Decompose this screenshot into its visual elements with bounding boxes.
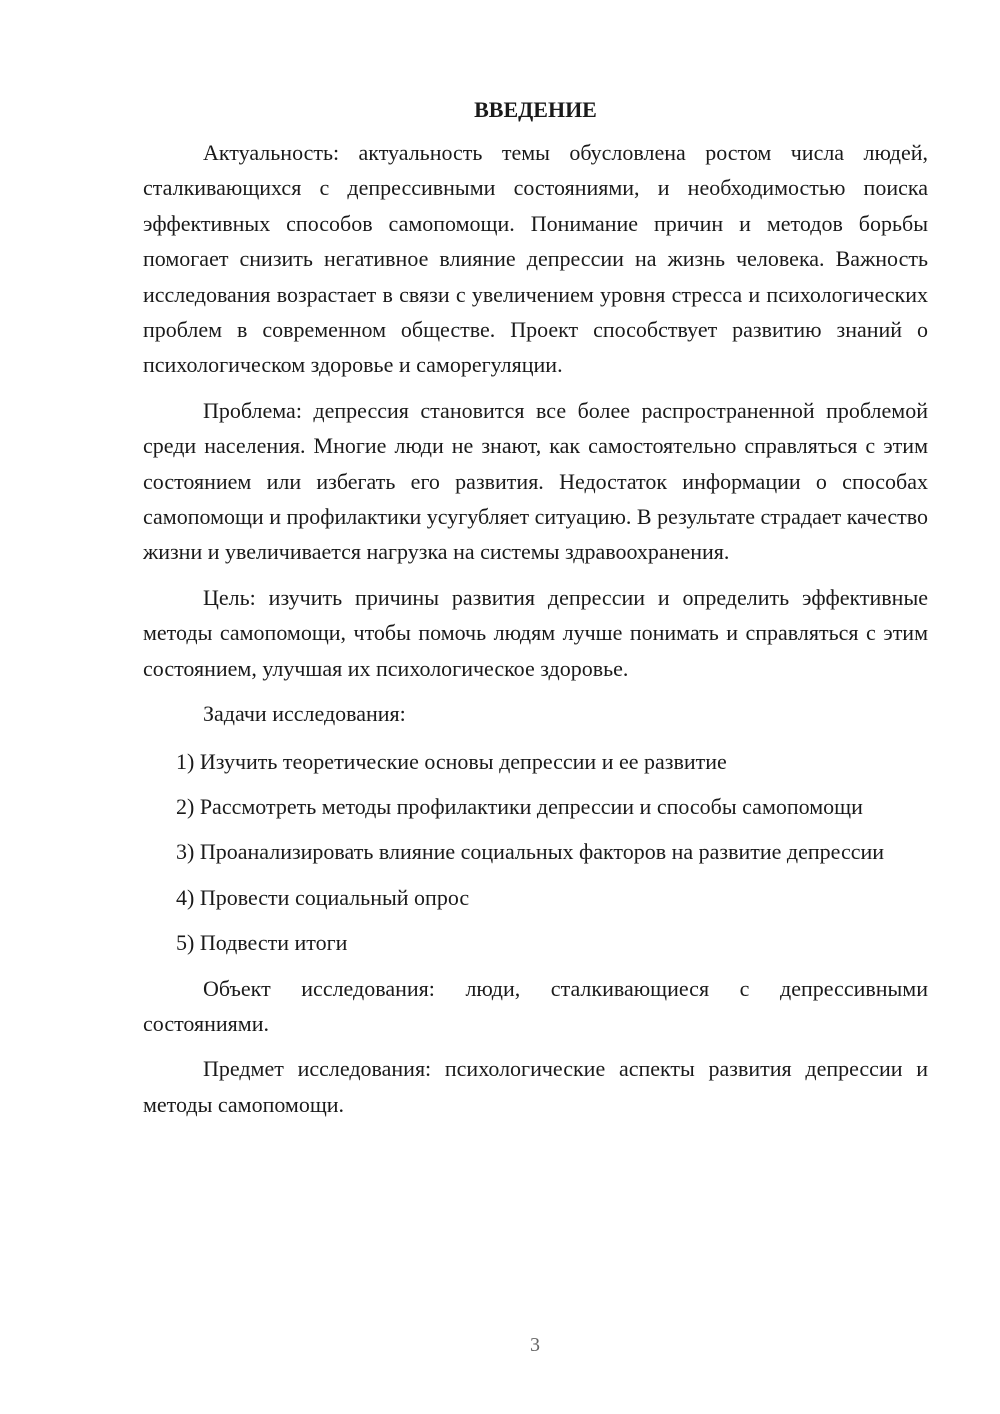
document-page	[143, 92, 928, 1132]
task-item: 2) Рассмотреть методы профилактики депрессии и способы самопомощи	[176, 793, 863, 819]
relevance-paragraph: Актуальность: актуальность темы обусловлена ростом числа людей, сталкивающихся с депрессивными состояниями, и необходимостью поиска эффективных способов самопомощи. Понимание причин и методов борьбы помогает снизить негативное влияние депрессии на жизнь человека. Важность исследования возрастает в связи с увеличением уровня стресса и психологических проблем в современном обществе. Проект способствует развитию знаний о психологическом здоровье и саморегуляции.	[143, 140, 928, 378]
page-number: 3	[530, 1334, 540, 1356]
goal-paragraph: Цель: изучить причины развития депрессии и определить эффективные методы самопомощи, чтобы помочь людям лучше понимать и справляться с этим состоянием, улучшая их психологическое здоровье.	[143, 584, 928, 681]
task-item: 5) Подвести итоги	[176, 930, 348, 956]
tasks-heading: Задачи исследования:	[203, 701, 406, 727]
object-paragraph: Объект исследования: люди, сталкивающиеся с депрессивными состояниями.	[143, 975, 928, 1036]
document-title: ВВЕДЕНИЕ	[474, 97, 597, 122]
task-item: 4) Провести социальный опрос	[176, 884, 470, 910]
task-item: 3) Проанализировать влияние социальных факторов на развитие депрессии	[176, 839, 885, 865]
tasks-list	[143, 744, 928, 961]
problem-paragraph: Проблема: депрессия становится все более распространенной проблемой среди населения. Многие люди не знают, как самостоятельно справляться с этим состоянием или избегать его развития. Недостаток информации о способах самопомощи и профилактики усугубляет ситуацию. В результате страдает качество жизни и увеличивается нагрузка на системы здравоохранения.	[143, 397, 929, 565]
task-item: 1) Изучить теоретические основы депрессии и ее развитие	[176, 748, 727, 774]
subject-paragraph: Предмет исследования: психологические аспекты развития депрессии и методы самопомощи.	[143, 1056, 928, 1117]
